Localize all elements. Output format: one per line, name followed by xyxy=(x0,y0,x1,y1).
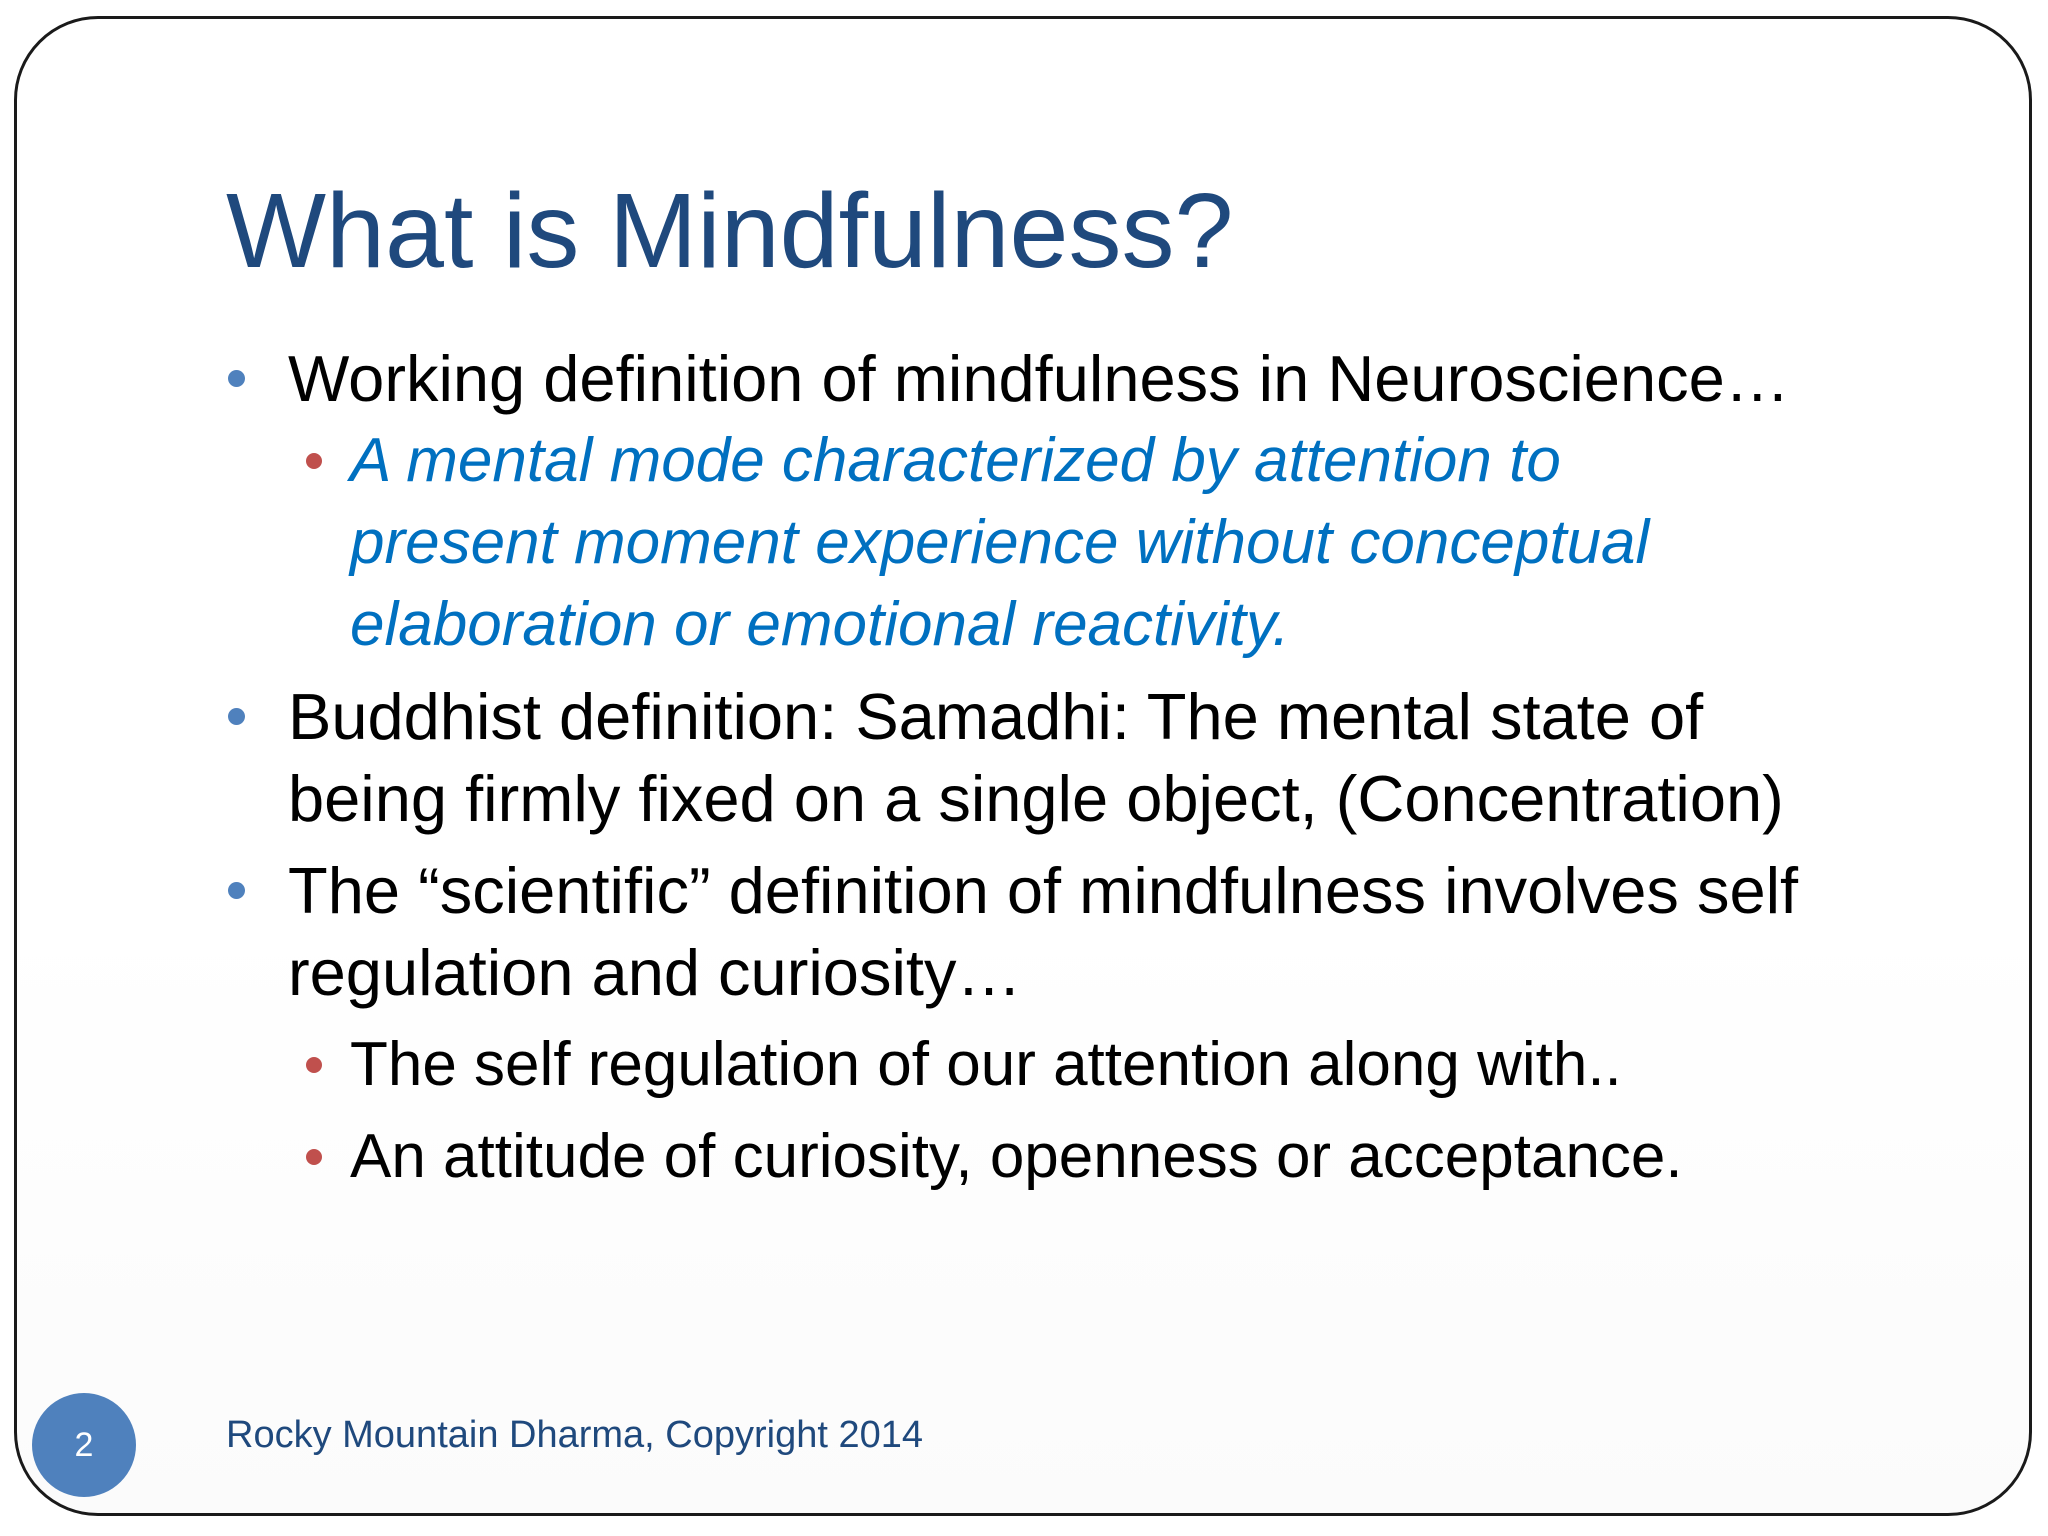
bullet-item-neuroscience-definition xyxy=(226,338,1926,420)
sub-bullet-dot-icon xyxy=(306,1149,322,1165)
bullet-item-scientific-definition xyxy=(226,850,1926,1014)
bullet-line: An attitude of curiosity, openness or acceptance. xyxy=(350,1122,1683,1191)
page-number: 2 xyxy=(74,1425,94,1464)
bullet-line: The self regulation of our attention along with.. xyxy=(350,1030,1622,1099)
bullet-list xyxy=(226,338,1926,1198)
bullet-line: Buddhist definition: Samadhi: The mental state of xyxy=(288,680,1704,753)
sub-bullet-item-self-regulation xyxy=(226,1024,1926,1106)
bullet-line: elaboration or emotional reactivity. xyxy=(350,590,1290,659)
sub-bullet-item-attitude xyxy=(226,1116,1926,1198)
sub-bullet-item-mental-mode xyxy=(226,420,1926,666)
sub-bullet-dot-icon xyxy=(306,1057,322,1073)
bullet-dot-icon xyxy=(228,708,245,725)
bullet-line: A mental mode characterized by attention to xyxy=(350,426,1561,495)
page-number-badge xyxy=(32,1393,136,1497)
footer-copyright: Rocky Mountain Dharma, Copyright 2014 xyxy=(226,1414,924,1456)
bullet-line: being firmly fixed on a single object, (Concentration) xyxy=(288,762,1784,835)
bullet-line: regulation and curiosity… xyxy=(288,936,1022,1009)
bullet-dot-icon xyxy=(228,370,245,387)
slide-title: What is Mindfulness? xyxy=(226,172,1234,290)
bullet-line: present moment experience without conceptual xyxy=(350,508,1650,577)
bullet-line: Working definition of mindfulness in Neuroscience… xyxy=(288,342,1790,415)
bullet-item-buddhist-definition xyxy=(226,676,1926,840)
bullet-dot-icon xyxy=(228,882,245,899)
sub-bullet-dot-icon xyxy=(306,453,322,469)
bullet-line: The “scientific” definition of mindfulness involves self xyxy=(288,854,1799,927)
